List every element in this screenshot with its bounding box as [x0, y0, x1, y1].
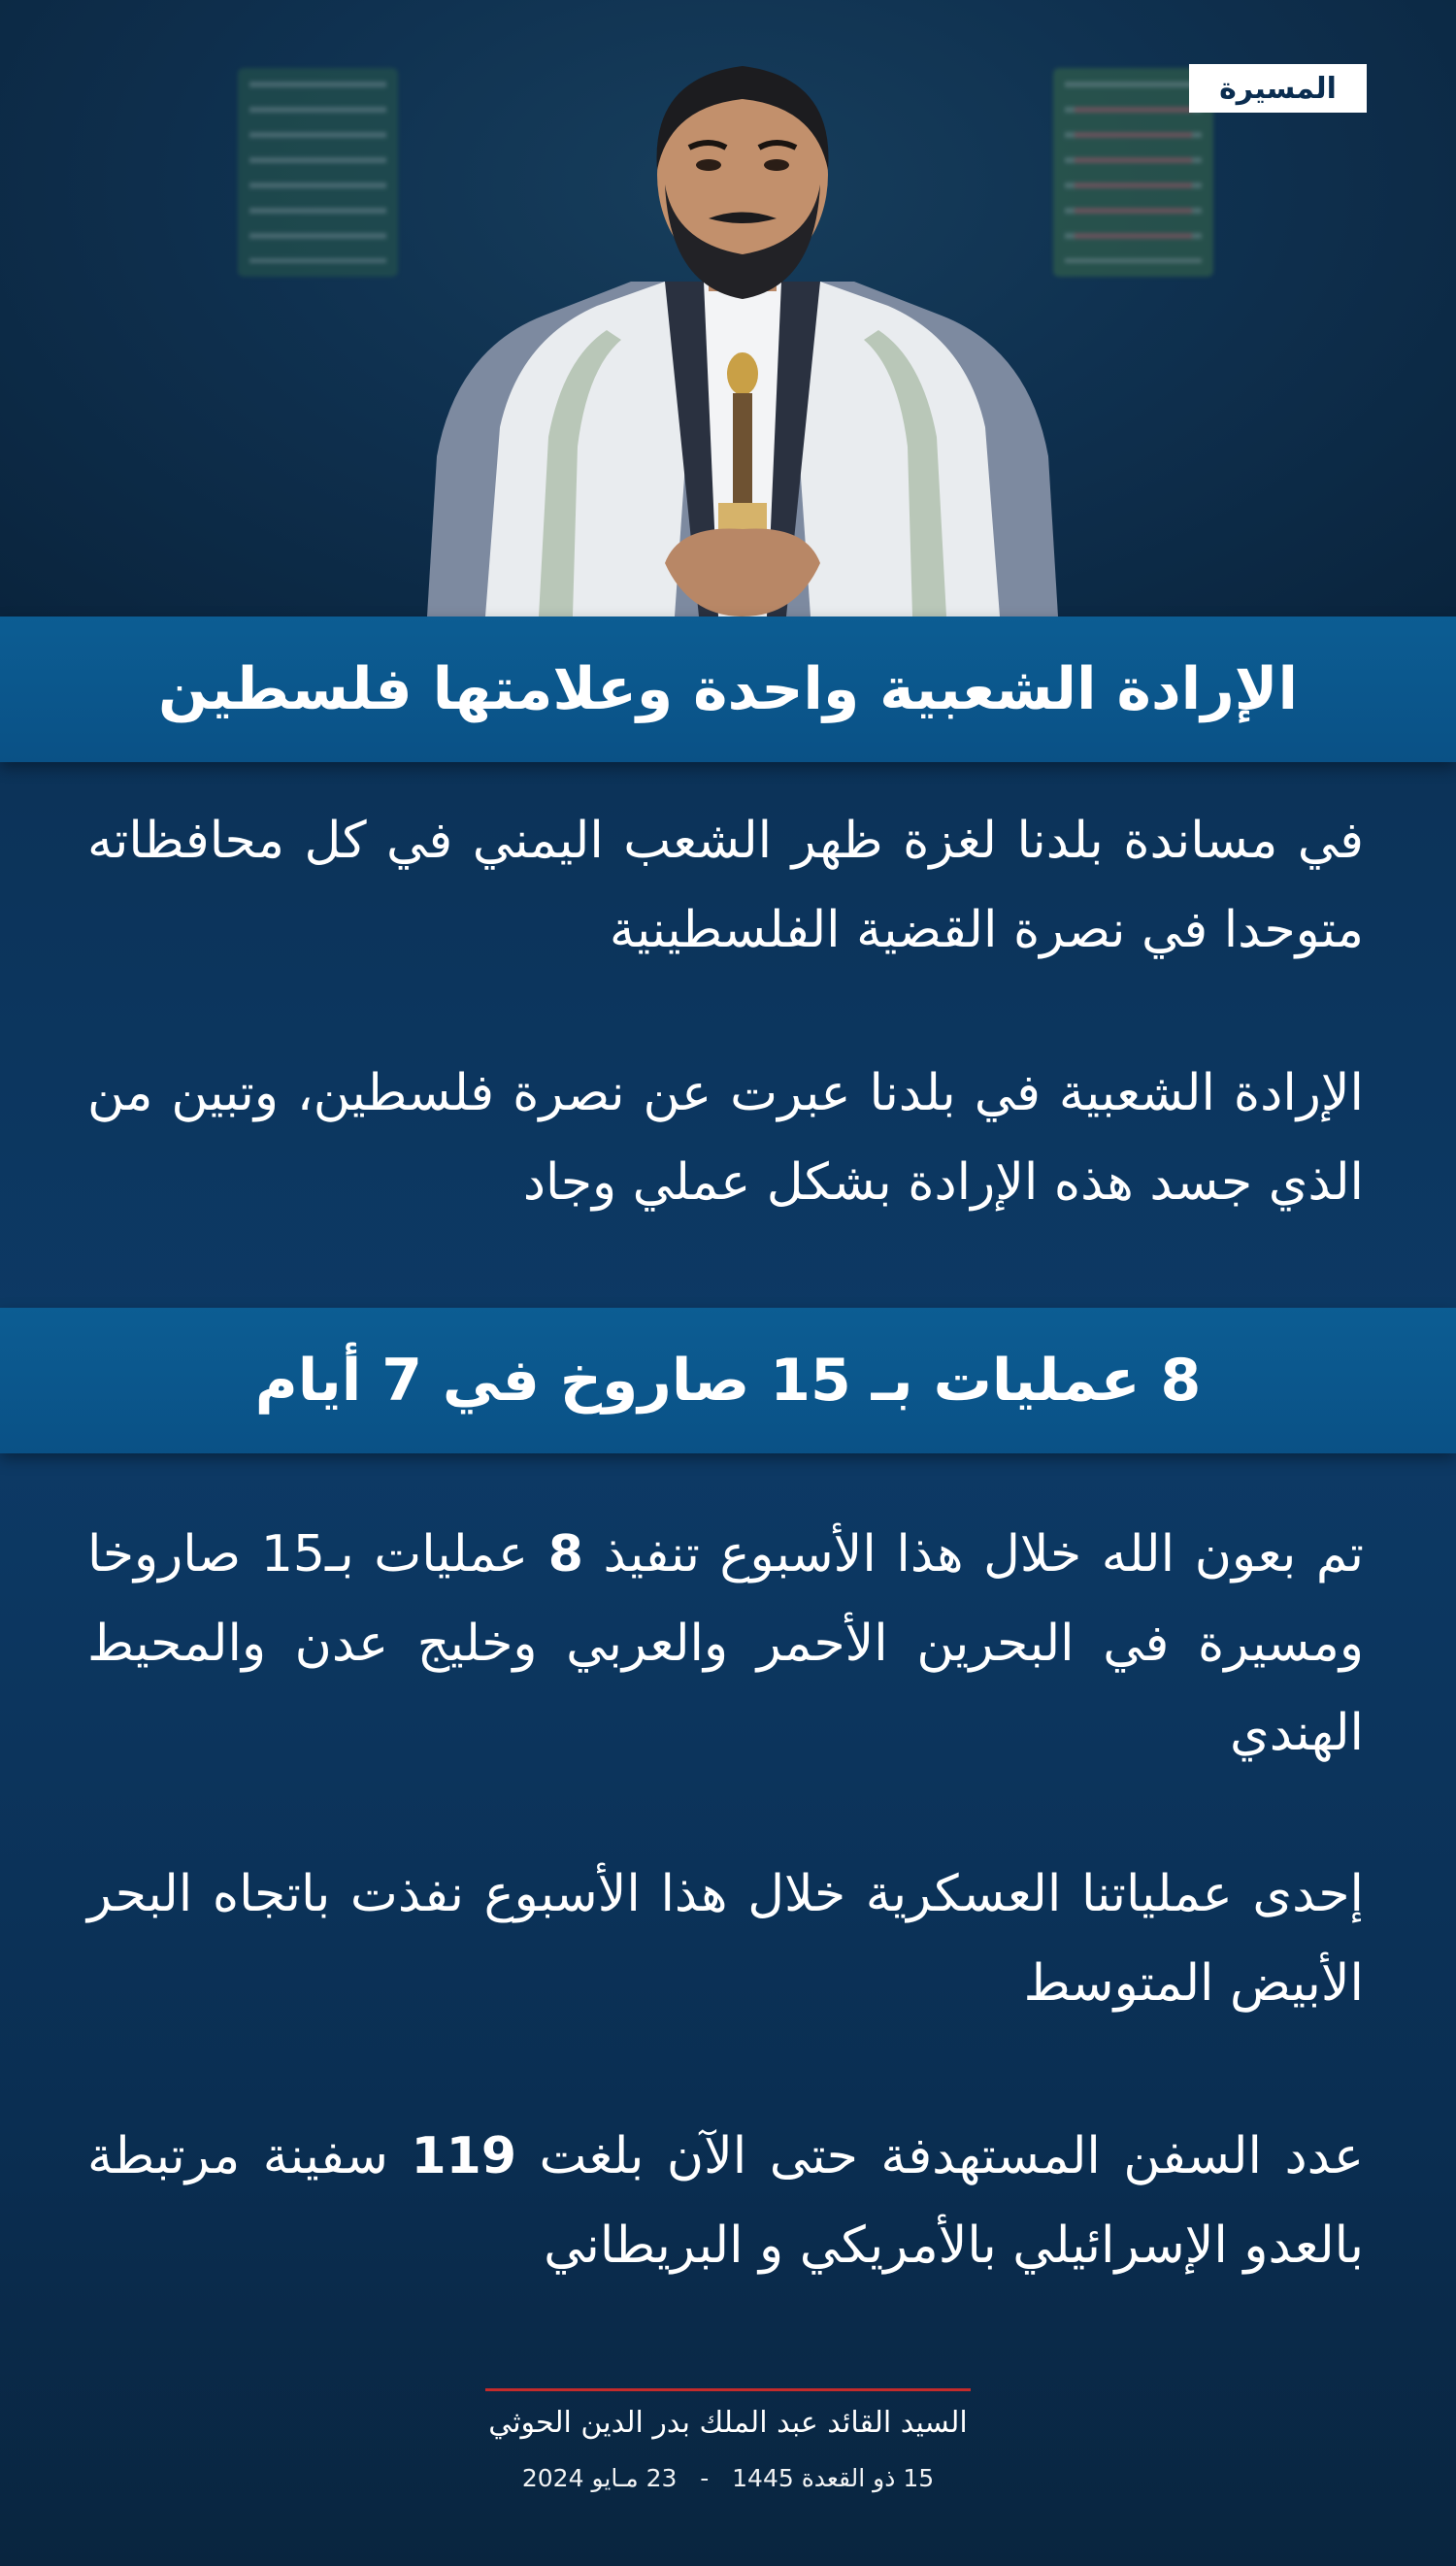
quote-text: عدد السفن المستهدفة حتى الآن بلغت — [516, 2127, 1364, 2185]
quote-paragraph — [87, 1510, 1364, 1778]
quote-text: سفينة مرتبطة بالعدو الإسرائيلي بالأمريكي و البريطاني — [87, 2127, 1364, 2275]
date-separator: - — [700, 2464, 710, 2492]
quote-paragraph: إحدى عملياتنا العسكرية خلال هذا الأسبوع نفذت باتجاه البحر الأبيض المتوسط — [87, 1865, 1364, 2013]
speaker-portrait — [427, 39, 1058, 617]
footer-divider — [485, 2388, 971, 2391]
quote-paragraph: الإرادة الشعبية في بلدنا عبرت عن نصرة فلسطين، وتبين من الذي جسد هذه الإرادة بشكل عملي وجاد — [87, 1064, 1364, 1212]
date-line — [0, 2464, 1456, 2492]
section-title: 8 عمليات بـ 15 صاروخ في 7 أيام — [254, 1347, 1202, 1415]
highlight-number: 119 — [411, 2127, 516, 2185]
quote-text: عمليات بـ15 صاروخا ومسيرة في البحرين الأحمر والعربي وخليج عدن والمحيط الهندي — [87, 1525, 1364, 1762]
quote-text: تم بعون الله خلال هذا الأسبوع تنفيذ — [582, 1525, 1364, 1583]
channel-logo — [1189, 64, 1367, 113]
section-title-bar — [0, 617, 1456, 762]
background-banner-left — [238, 68, 398, 277]
hero-image — [0, 0, 1456, 617]
quote-paragraph: في مساندة بلدنا لغزة ظهر الشعب اليمني في كل محافظاته متوحدا في نصرة القضية الفلسطينية — [87, 812, 1364, 959]
quote-paragraph — [87, 2112, 1364, 2290]
section-title: الإرادة الشعبية واحدة وعلامتها فلسطين — [157, 655, 1299, 723]
section-title-bar — [0, 1308, 1456, 1453]
date-gregorian: 23 مـايو 2024 — [521, 2464, 678, 2492]
date-hijri: 15 ذو القعدة 1445 — [732, 2464, 935, 2492]
speaker-name: السيد القائد عبد الملك بدر الدين الحوثي — [488, 2406, 968, 2440]
highlight-number: 8 — [547, 1525, 583, 1583]
channel-logo-text: المسيرة — [1219, 71, 1337, 106]
